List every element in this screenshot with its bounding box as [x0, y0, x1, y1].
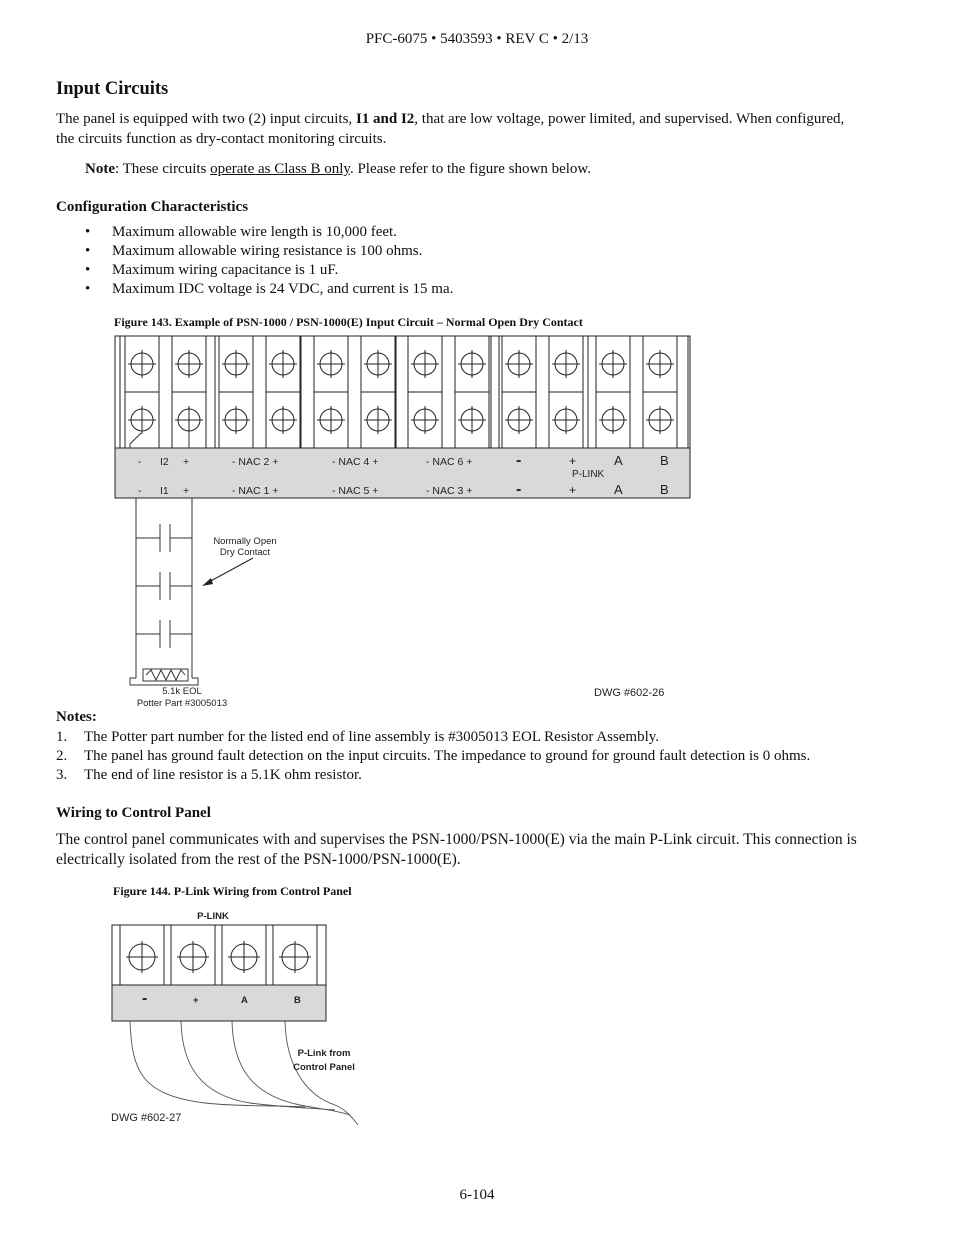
list-item	[56, 747, 916, 766]
bullet-mark: •	[85, 281, 91, 297]
plink-terminal-plus: +	[193, 995, 199, 1006]
note-text: The panel has ground fault detection on the input circuits. The impedance to ground for ground fault detection is 0 ohms.	[84, 748, 811, 764]
label-bottom-plus: +	[183, 485, 190, 497]
label-plink-plus-top: +	[569, 454, 577, 468]
figure-144-caption: Figure 144. P-Link Wiring from Control Panel	[113, 884, 352, 898]
label-nac3: - NAC 3 +	[426, 485, 473, 497]
eol-resistor-zigzag	[146, 670, 185, 680]
wiring-heading: Wiring to Control Panel	[56, 805, 211, 821]
config-bullet-list	[85, 223, 453, 299]
figure-143-drawing-number: DWG #602-26	[594, 687, 665, 699]
contact-label-line-1: Normally Open	[213, 536, 277, 547]
figure-143-diagram	[100, 330, 700, 714]
label-plink-a-bottom: A	[614, 482, 623, 497]
label-top-minus: -	[138, 456, 142, 468]
note-number: 3.	[56, 767, 68, 783]
contact-pointer-line	[207, 558, 253, 583]
label-plink-a-top: A	[614, 453, 623, 468]
eol-label-line-1: 5.1k EOL	[162, 686, 202, 697]
bullet-mark: •	[85, 243, 91, 259]
label-i2: I2	[160, 456, 169, 468]
plink-terminal-b: B	[294, 995, 301, 1006]
section-title: Input Circuits	[56, 79, 169, 99]
note-text: The Potter part number for the listed end of line assembly is #3005013 EOL Resistor Assembly.	[84, 729, 660, 745]
intro-text-end: , that are low voltage, power limited, and supervised. When configured, the circuits function as dry-contact monitoring circuits.	[56, 111, 845, 147]
bullet-text: Maximum allowable wiring resistance is 100 ohms.	[112, 243, 423, 259]
plink-terminal-a: A	[241, 995, 248, 1006]
contact-pointer-arrowhead	[202, 578, 213, 586]
label-nac6: - NAC 6 +	[426, 456, 473, 468]
list-item	[85, 223, 453, 242]
note-text-end: . Please refer to the figure shown below.	[349, 161, 592, 177]
label-i1: I1	[160, 485, 169, 497]
wiring-paragraph: The control panel communicates with and supervises the PSN-1000/PSN-1000(E) via the main P-Link circuit. This connection is electrically isolated from the rest of the PSN-1000/PSN-1000(E).	[56, 831, 857, 868]
plink-terminal-strip	[112, 925, 326, 985]
intro-paragraph	[56, 109, 856, 149]
label-plink: P-LINK	[572, 469, 605, 480]
figure-144-diagram	[100, 905, 370, 1130]
note-text: The end of line resistor is a 5.1K ohm resistor.	[84, 767, 362, 783]
note-underlined-text: operate as Class B only	[210, 161, 350, 177]
label-plink-b-bottom: B	[660, 482, 669, 497]
intro-text-start: The panel is equipped with two (2) input circuits,	[56, 111, 356, 127]
note-label: Note	[85, 161, 115, 177]
plink-header-label: P-LINK	[197, 911, 229, 922]
note-number: 2.	[56, 748, 68, 764]
bullet-text: Maximum wiring capacitance is 1 uF.	[112, 262, 339, 278]
list-item	[56, 766, 916, 785]
figure-143-caption: Figure 143. Example of PSN-1000 / PSN-1000(E) Input Circuit – Normal Open Dry Contact	[114, 315, 583, 329]
plink-terminal-minus: -	[142, 990, 148, 1007]
label-nac2: - NAC 2 +	[232, 456, 279, 468]
plink-cable-minus	[130, 1021, 305, 1107]
plink-from-label-line-1: P-Link from	[297, 1048, 351, 1059]
list-item	[85, 280, 453, 299]
page-number: 6-104	[459, 1187, 495, 1203]
notes-heading: Notes:	[56, 709, 97, 725]
label-plink-minus-top: -	[516, 452, 522, 469]
note-text-start: : These circuits	[115, 161, 211, 177]
intro-circuits-bold: I1 and I2	[355, 111, 415, 127]
bullet-text: Maximum IDC voltage is 24 VDC, and current is 15 ma.	[112, 281, 454, 297]
label-bottom-minus: -	[138, 485, 142, 497]
bullet-mark: •	[85, 262, 91, 278]
label-plink-plus-bottom: +	[569, 483, 577, 497]
label-plink-b-top: B	[660, 453, 669, 468]
config-heading: Configuration Characteristics	[56, 199, 249, 215]
list-item	[56, 728, 916, 747]
terminal-strip	[115, 336, 690, 448]
label-top-plus: +	[183, 456, 190, 468]
list-item	[85, 242, 453, 261]
label-nac4: - NAC 4 +	[332, 456, 379, 468]
page-header: PFC-6075 • 5403593 • REV C • 2/13	[365, 31, 589, 47]
label-nac5: - NAC 5 +	[332, 485, 379, 497]
contact-label-line-2: Dry Contact	[219, 547, 271, 558]
label-plink-minus-bottom: -	[516, 481, 522, 498]
label-nac1: - NAC 1 +	[232, 485, 279, 497]
plink-from-label-line-2: Control Panel	[293, 1062, 355, 1073]
eol-label-line-2: Potter Part #3005013	[136, 698, 228, 709]
figure-144-drawing-number: DWG #602-27	[111, 1112, 182, 1124]
note-number: 1.	[56, 729, 68, 745]
class-b-note	[85, 161, 591, 178]
list-item	[85, 261, 453, 280]
bullet-text: Maximum allowable wire length is 10,000 feet.	[112, 224, 397, 240]
bullet-mark: •	[85, 224, 91, 240]
notes-list	[56, 728, 916, 785]
